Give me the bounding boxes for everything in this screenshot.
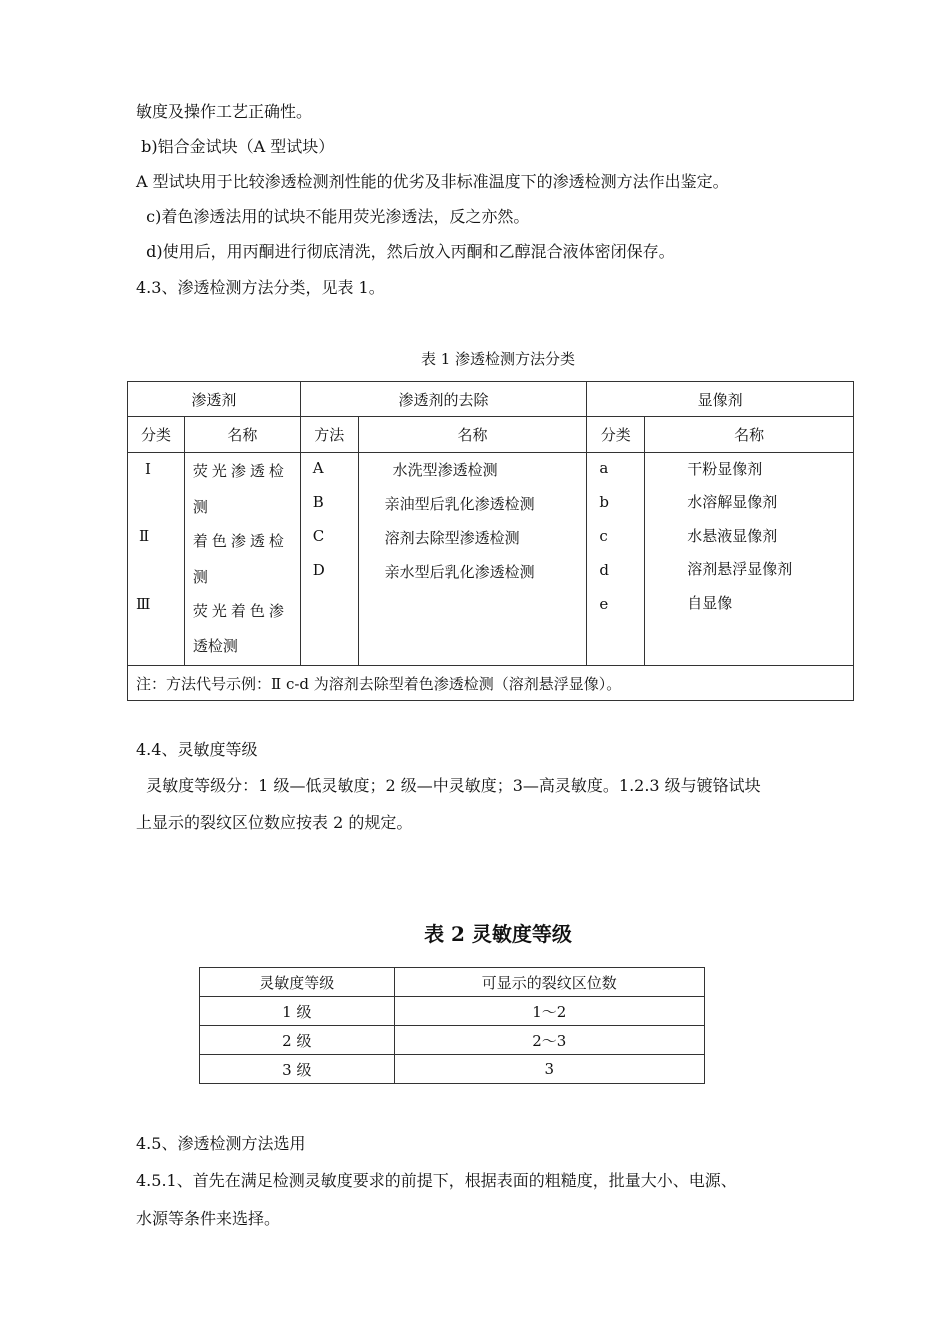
penetrant-name-cell xyxy=(184,453,300,666)
developer-class: b xyxy=(599,493,609,511)
table2-cell: 2～3 xyxy=(394,1026,704,1055)
developer-name: 水溶解显像剂 xyxy=(687,493,778,511)
paragraph-line: 上显示的裂纹区位数应按表 2 的规定。 xyxy=(136,813,413,832)
penetrant-class-cell xyxy=(128,453,185,666)
penetrant-method-table xyxy=(127,381,854,701)
section-heading: 4.4、灵敏度等级 xyxy=(136,740,258,759)
removal-method-cell xyxy=(300,453,358,666)
removal-name: 水洗型渗透检测 xyxy=(392,461,498,479)
sub-header: 分类 xyxy=(128,417,185,453)
removal-method: A xyxy=(312,459,324,477)
sub-header: 方法 xyxy=(300,417,358,453)
penetrant-name: 测 xyxy=(192,498,208,516)
sub-header: 分类 xyxy=(587,417,645,453)
removal-method: B xyxy=(312,493,324,511)
group-header-developer: 显像剂 xyxy=(587,382,854,417)
table2-cell: 2 级 xyxy=(200,1026,395,1055)
table-row xyxy=(200,1026,705,1055)
developer-name-cell xyxy=(645,453,854,666)
table2-cell: 1～2 xyxy=(394,997,704,1026)
developer-class-cell xyxy=(587,453,645,666)
penetrant-class: Ⅱ xyxy=(139,527,150,545)
removal-method: C xyxy=(312,527,325,545)
sub-header: 名称 xyxy=(358,417,587,453)
removal-name: 亲水型后乳化渗透检测 xyxy=(384,563,535,581)
table2-title: 表 2 灵敏度等级 xyxy=(424,922,572,946)
table1-caption: 表 1 渗透检测方法分类 xyxy=(420,350,576,368)
developer-name: 干粉显像剂 xyxy=(687,460,763,478)
section-heading: 4.5、渗透检测方法选用 xyxy=(136,1134,306,1153)
penetrant-name: 透检测 xyxy=(192,637,238,655)
paragraph-line: 灵敏度等级分：1 级—低灵敏度；2 级—中灵敏度；3—高灵敏度。1.2.3 级与镀铬试块 xyxy=(136,776,761,795)
developer-name: 自显像 xyxy=(687,594,733,612)
removal-name: 溶剂去除型渗透检测 xyxy=(384,529,520,547)
removal-name-cell xyxy=(358,453,587,666)
developer-class: e xyxy=(599,595,609,613)
penetrant-class: Ⅰ xyxy=(145,460,151,478)
table2-cell: 1 级 xyxy=(200,997,395,1026)
section-heading: 4.3、渗透检测方法分类，见表 1。 xyxy=(136,278,385,297)
sub-header: 名称 xyxy=(184,417,300,453)
group-header-penetrant: 渗透剂 xyxy=(128,382,301,417)
table2-cell: 3 级 xyxy=(200,1055,395,1084)
table-row xyxy=(200,997,705,1026)
table2-cell: 3 xyxy=(394,1055,704,1084)
removal-name: 亲油型后乳化渗透检测 xyxy=(384,495,535,513)
table2-header: 灵敏度等级 xyxy=(200,968,395,997)
developer-name: 水悬液显像剂 xyxy=(687,527,778,545)
sub-header: 名称 xyxy=(645,417,854,453)
paragraph-line: 4.5.1、首先在满足检测灵敏度要求的前提下，根据表面的粗糙度，批量大小、电源、 xyxy=(136,1171,737,1190)
paragraph-line: d)使用后，用丙酮进行彻底清洗，然后放入丙酮和乙醇混合液体密闭保存。 xyxy=(136,242,675,261)
penetrant-name: 着色渗透检 xyxy=(192,532,288,550)
penetrant-class: Ⅲ xyxy=(136,595,151,613)
sensitivity-level-table xyxy=(199,967,705,1084)
paragraph-line: 水源等条件来选择。 xyxy=(136,1209,281,1228)
removal-method: D xyxy=(312,561,325,579)
penetrant-name: 荧光着色渗 xyxy=(192,602,288,620)
paragraph-line: b)铝合金试块（A 型试块） xyxy=(136,137,335,156)
developer-class: c xyxy=(599,527,608,545)
paragraph-line: 敏度及操作工艺正确性。 xyxy=(136,102,313,121)
paragraph-line: A 型试块用于比较渗透检测剂性能的优劣及非标准温度下的渗透检测方法作出鉴定。 xyxy=(136,172,729,191)
table-row xyxy=(200,1055,705,1084)
penetrant-name: 荧光渗透检 xyxy=(192,462,288,480)
paragraph-line: c)着色渗透法用的试块不能用荧光渗透法，反之亦然。 xyxy=(136,207,530,226)
developer-name: 溶剂悬浮显像剂 xyxy=(687,560,793,578)
penetrant-name: 测 xyxy=(192,568,208,586)
table2-header: 可显示的裂纹区位数 xyxy=(394,968,704,997)
group-header-removal: 渗透剂的去除 xyxy=(300,382,587,417)
table1-note: 注：方法代号示例：Ⅱ c-d 为溶剂去除型着色渗透检测（溶剂悬浮显像）。 xyxy=(128,666,854,701)
developer-class: d xyxy=(599,561,609,579)
developer-class: a xyxy=(599,459,609,477)
